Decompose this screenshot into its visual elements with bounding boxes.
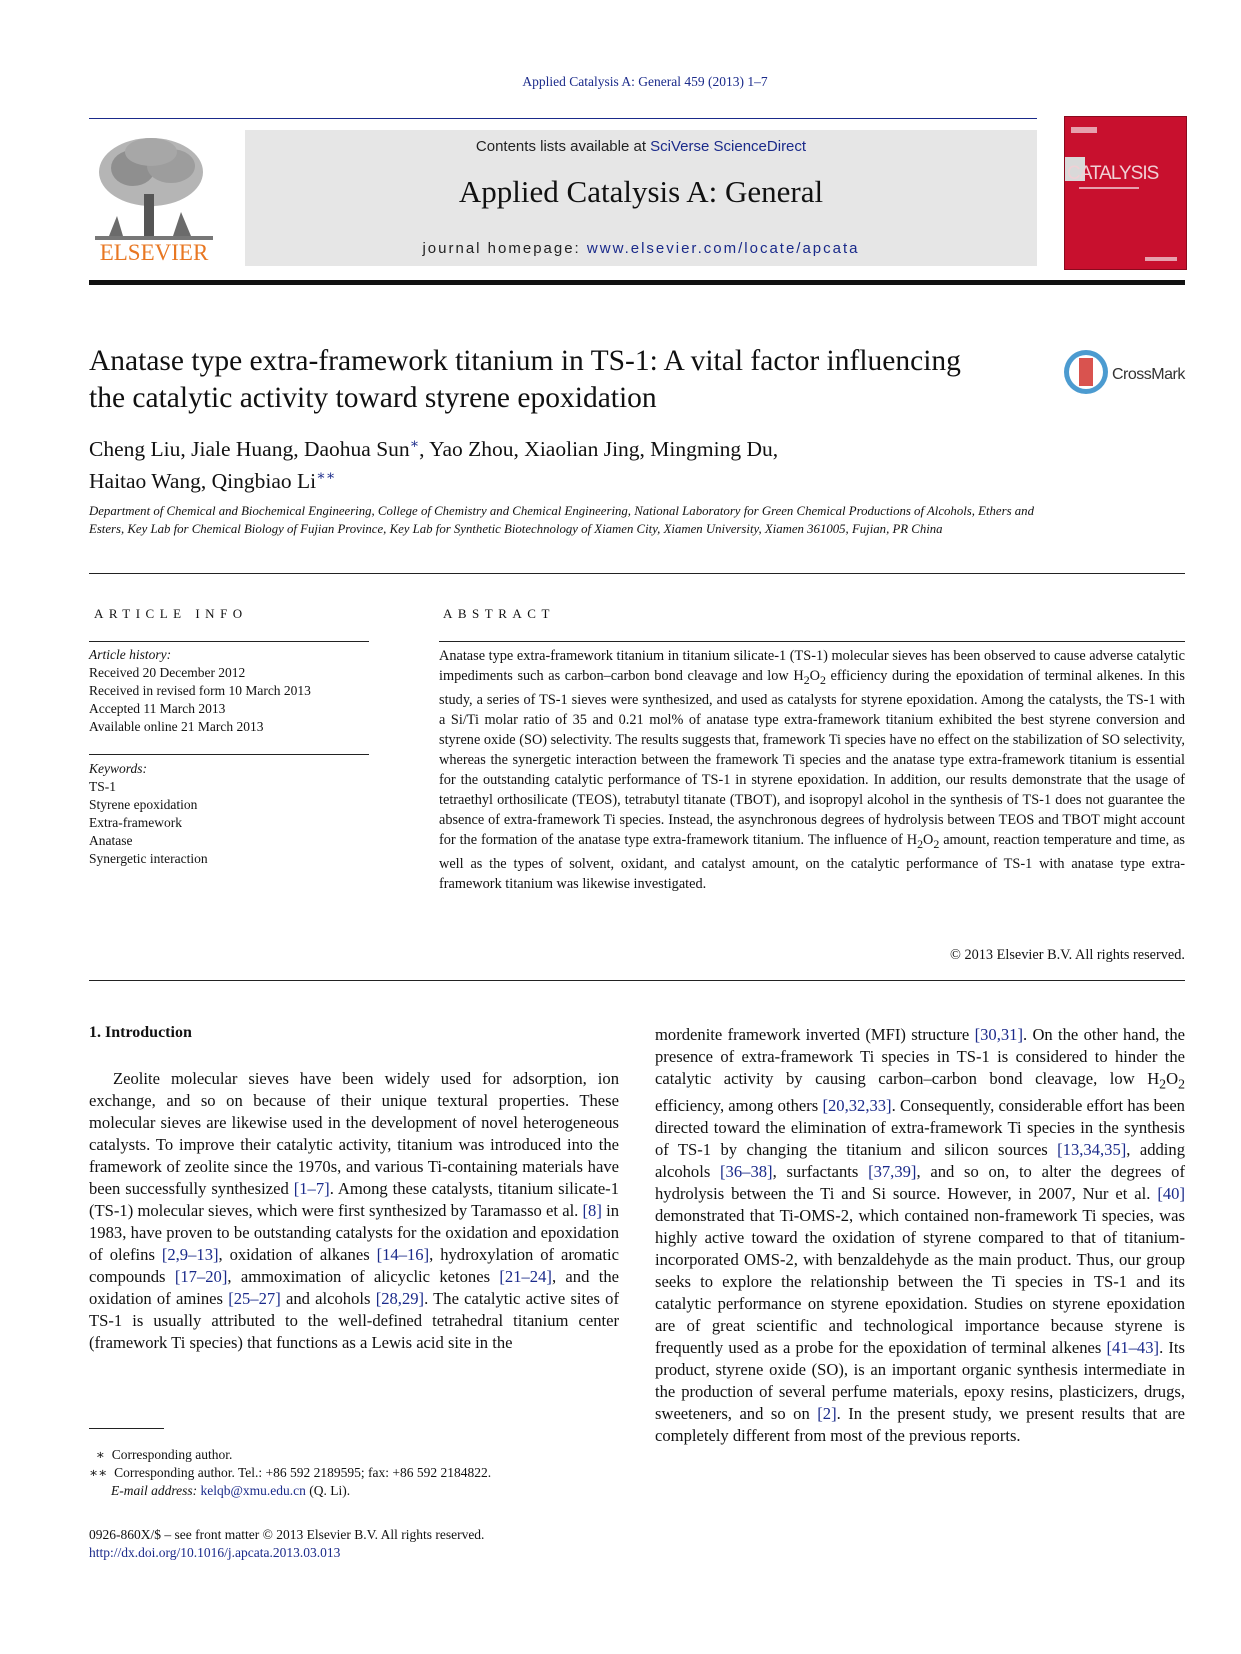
reference-link[interactable]: [17–20] [174,1267,228,1286]
contents-line [245,138,1037,155]
author-list [89,431,989,495]
abstract-copyright: © 2013 Elsevier B.V. All rights reserved. [950,947,1185,963]
crossmark-badge[interactable] [1062,348,1186,396]
history-item: Available online 21 March 2013 [89,719,264,734]
cover-art-icon [1065,117,1186,269]
reference-link[interactable]: [28,29] [375,1289,425,1308]
corresponding-mark-2[interactable]: ∗∗ [316,469,336,485]
h2o2-formula: $H_2O_2$ [793,668,826,687]
abstract-rule [439,641,1185,642]
header-rule [89,118,1037,119]
elsevier-tree-icon [89,132,219,268]
journal-cover-thumbnail[interactable] [1064,116,1187,270]
header-thick-rule [89,280,1185,285]
article-title: Anatase type extra-framework titanium in TS-1: A vital factor influencing the catalytic activity toward styrene epoxidation [89,345,961,414]
history-label: Article history: [89,647,172,662]
h2o2-formula: $H_2O_2$ [906,831,940,851]
email-link[interactable]: kelqb@xmu.edu.cn [200,1483,306,1498]
section-heading: 1. Introduction [89,1024,192,1041]
reference-link[interactable]: [2,9–13] [161,1245,219,1264]
reference-link[interactable]: [13,34,35] [1057,1140,1127,1160]
front-matter [89,1526,619,1562]
reference-link[interactable]: [36–38] [720,1162,773,1182]
elsevier-logo [89,132,219,268]
keyword-item: TS-1 [89,779,116,794]
keywords-list [89,760,379,868]
authors-part-1: Cheng Liu, Jiale Huang, Daohua Sun [89,437,410,462]
crossmark-label: CrossMark [1112,366,1185,383]
journal-title: Applied Catalysis A: General [458,174,824,209]
history-item: Accepted 11 March 2013 [89,701,226,716]
keyword-item: Extra-framework [89,815,182,830]
intro-column-left: Zeolite molecular sieves have been widely used for adsorption, ion exchange, and so on because of their unique textural properties. These molecular sieves are likewise used in the development of novel heterogeneous catalysts. To improve their catalytic activity, titanium was introduced into the framework of zeolite since the 1970s, and various Ti-containing materials have been successfully synthesized [1–7]. Among these catalysts, titanium silicate-1 (TS-1) molecular sieves, which were first synthesized by Taramasso et al. [8] in 1983, have proven to be outstanding catalysts for the oxidation and epoxidation of olefins [2,9–13], oxidation of alkanes [14–16], hydroxylation of aromatic compounds [17–20], ammoximation of alicyclic ketones [21–24], and the oxidation of amines [25–27] and alcohols [28,29]. The catalytic active sites of TS-1 is usually attributed to the well-defined tetrahedral titanium center (framework Ti species) that functions as a Lewis acid site in the [89,1069,620,1352]
footnote-rule [89,1428,164,1429]
reference-link[interactable]: [41–43] [1106,1338,1160,1358]
keywords-label: Keywords: [89,761,147,776]
elsevier-wordmark: ELSEVIER [99,240,209,265]
abstract-heading: ABSTRACT [443,606,555,621]
contents-prefix: Contents lists available at [475,138,651,155]
crossmark-icon [1062,348,1186,396]
reference-link[interactable]: [21–24] [499,1267,552,1286]
h2o2-formula: $H_2O_2$ [1147,1069,1185,1092]
abstract-part: Anatase type extra-framework titanium in titanium silicate-1 (TS-1) molecular sieves has been observed to cause adverse catalytic impediments such as carbon–carbon bond cleavage and low [439,648,1185,684]
article-info-rule [89,641,369,642]
divider-rule [89,980,1185,981]
keyword-item: Synergetic interaction [89,851,208,866]
reference-link[interactable]: [1–7] [293,1179,330,1198]
authors-part-2: , Yao Zhou, Xiaolian Jing, Mingming Du, [419,437,779,462]
homepage-link[interactable]: www.elsevier.com/locate/apcata [586,240,860,257]
abstract-text [439,646,1185,894]
abstract-part: amount, reaction temperature and time, as well as the types of solvent, oxidant, and catalyst amount, on the catalytic performance of TS-1 with anatase type extra-framework titanium was likewise investigated. [439,831,1186,892]
homepage-prefix: journal homepage: [422,240,587,257]
footnote-email: E-mail address: kelqb@xmu.edu.cn (Q. Li). [111,1483,351,1498]
sciencedirect-link[interactable]: SciVerse ScienceDirect [650,138,807,155]
reference-link[interactable]: [25–27] [228,1289,281,1308]
authors-part-3: Haitao Wang, Qingbiao Li [89,469,317,494]
abstract-part: efficiency during the epoxidation of terminal alkenes. In this study, a series of TS-1 sieves were synthesized, and used as catalysts for styrene epoxidation. Among the catalysts, the TS-1 with a Si/Ti molar ratio of 35 and 0.21 mol% of anatase type extra-framework titanium exhibited the best styrene conversion and styrene oxide (SO) selectivity. The results suggests that, framework Ti species have no effect on the stabilization of SO selectivity, whereas the synergetic interaction between the framework Ti species and the anatase type extra-framework titanium is essential for the outstanding catalytic performance of TS-1 in styrene epoxidation. In addition, our results demonstrate that the usage of tetraethyl orthosilicate (TEOS), tetrabutyl titanate (TBOT), and isopropyl alcohol in the synthesis of TS-1 does not guarantee the absence of extra-framework Ti species. Instead, the asynchronous degrees of hydrolysis between TEOS and TBOT might account for the formation of the anatase type extra-framework titanium. The influence of [439,668,1185,848]
reference-link[interactable]: [14–16] [376,1245,430,1264]
homepage-line [245,240,1037,257]
affiliation: Department of Chemical and Biochemical Engineering, College of Chemistry and Chemical Engineering, National Laboratory for Green Chemical Productions of Alcohols, Ethers and Esters, Key Lab for Chemical Biology of Fujian Province, Key Lab for Synthetic Biotechnology of Xiamen City, Xiamen University, Xiamen 361005, Fujian, PR China [89,504,1034,536]
history-item: Received 20 December 2012 [89,665,246,680]
journal-banner [245,130,1037,266]
keyword-item: Anatase [89,833,133,848]
keyword-item: Styrene epoxidation [89,797,198,812]
reference-link[interactable]: [40] [1157,1184,1185,1204]
keywords-rule [89,754,369,755]
divider-rule [89,573,1185,574]
reference-link[interactable]: [8] [582,1201,602,1220]
issn-line: 0926-860X/$ – see front matter © 2013 Elsevier B.V. All rights reserved. [89,1527,485,1542]
reference-link[interactable]: [2] [817,1404,837,1424]
doi-link[interactable]: http://dx.doi.org/10.1016/j.apcata.2013.03.013 [89,1545,341,1560]
article-info-heading: ARTICLE INFO [94,606,248,621]
journal-citation[interactable]: Applied Catalysis A: General 459 (2013) 1–7 [522,74,768,89]
cover-title: CATALYSIS [1067,163,1159,184]
article-history [89,646,379,736]
footnotes [89,1446,619,1500]
reference-link[interactable]: [37,39] [868,1162,917,1182]
corresponding-mark-1[interactable]: ∗ [409,437,420,452]
footnote-1: ∗ Corresponding author. [95,1447,233,1462]
intro-column-right: mordenite framework inverted (MFI) structure [30,31]. On the other hand, the presence of extra-framework Ti species in TS-1 is considered to hinder the catalytic activity by causing carbon–carbon bond cleavage, low $H_2O_2$ efficiency, among others [20,32,33]. Consequently, considerable effort has been directed toward the elimination of extra-framework Ti species in the synthesis of TS-1 by changing the titanium and silicon sources [13,34,35], adding alcohols [36–38], surfactants [37,39], and so on, to alter the degrees of hydrolysis between the Ti and Si source. However, in 2007, Nur et al. [40] demonstrated that Ti-OMS-2, which contained non-framework Ti species, was highly active toward the oxidation of styrene compared to that of titanium-incorporated OMS-2, with benzaldehyde as the main product. Thus, our group seeks to explore the relationship between the Ti species in TS-1 and its catalytic performance on styrene epoxidation. Studies on styrene epoxidation are of great scientific and technological importance because styrene is frequently used as a probe for the epoxidation of terminal alkenes [41–43]. Its product, styrene oxide (SO), is an important organic synthesis intermediate in the production of several perfume materials, epoxy resins, plasticizers, drugs, sweeteners, and so on [2]. In the present study, we present results that are completely different from most of the previous reports. [655,1025,1186,1446]
reference-link[interactable]: [20,32,33] [822,1096,892,1116]
footnote-2: ∗∗ Corresponding author. Tel.: +86 592 2189595; fax: +86 592 2184822. [89,1465,492,1480]
reference-link[interactable]: [30,31] [974,1025,1023,1044]
history-item: Received in revised form 10 March 2013 [89,683,311,698]
